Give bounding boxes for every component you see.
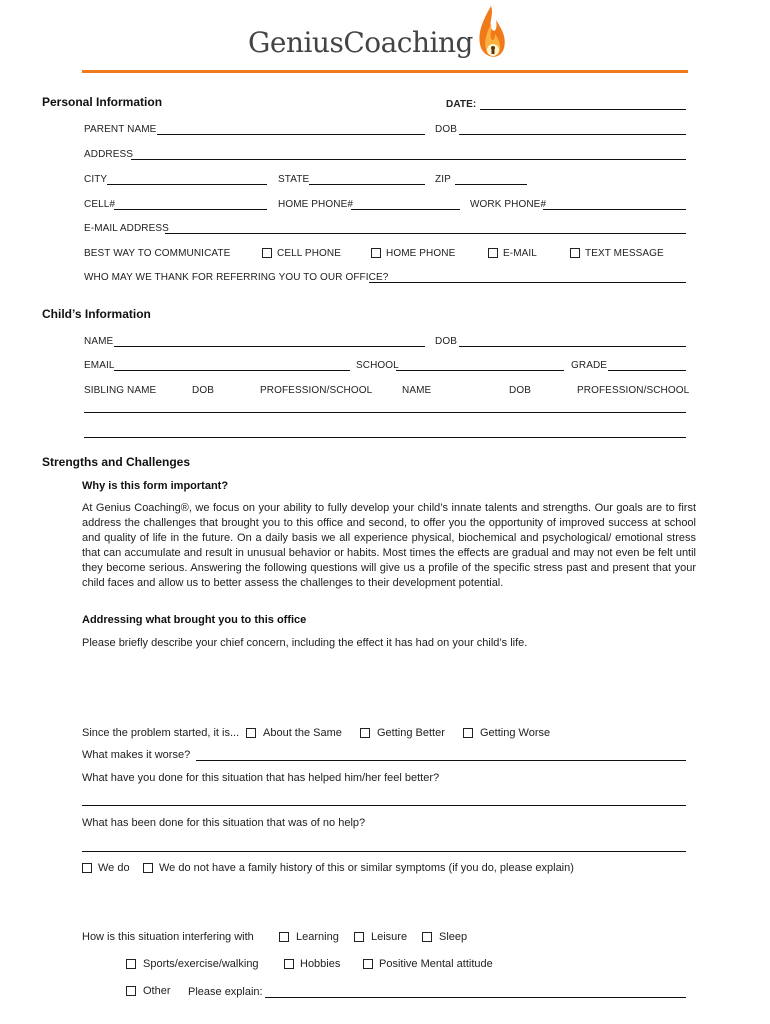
getting-worse-checkbox[interactable] bbox=[463, 728, 473, 738]
we-dont-checkbox[interactable] bbox=[143, 863, 153, 873]
we-do-option: We do bbox=[98, 862, 130, 874]
parent-dob-field[interactable] bbox=[459, 134, 686, 135]
other-checkbox[interactable] bbox=[126, 986, 136, 996]
we-dont-option: We do not have a family history of this or similar symptoms (if you do, please explain) bbox=[159, 862, 574, 874]
sibling-dob-header-2: DOB bbox=[509, 385, 531, 396]
explain-field[interactable] bbox=[265, 997, 686, 998]
sibling-row-2[interactable] bbox=[84, 437, 686, 438]
home-phone-option: HOME PHONE bbox=[386, 248, 456, 259]
cell-field[interactable] bbox=[114, 209, 267, 210]
referral-label: WHO MAY WE THANK FOR REFERRING YOU TO OUR OFFICE? bbox=[84, 272, 389, 283]
leisure-option: Leisure bbox=[371, 931, 408, 943]
hobbies-checkbox[interactable] bbox=[284, 959, 294, 969]
interfering-label: How is this situation interfering with bbox=[82, 931, 254, 943]
getting-better-checkbox[interactable] bbox=[360, 728, 370, 738]
about-same-option: About the Same bbox=[263, 727, 342, 739]
child-dob-field[interactable] bbox=[459, 346, 686, 347]
home-phone-field[interactable] bbox=[351, 209, 460, 210]
child-name-label: NAME bbox=[84, 336, 114, 347]
work-phone-field[interactable] bbox=[543, 209, 686, 210]
header-rule bbox=[82, 70, 688, 73]
helped-field[interactable] bbox=[82, 805, 686, 806]
flame-lock-icon bbox=[474, 4, 508, 68]
sibling-dob-header: DOB bbox=[192, 385, 214, 396]
about-same-checkbox[interactable] bbox=[246, 728, 256, 738]
since-label: Since the problem started, it is... bbox=[82, 727, 240, 739]
state-field[interactable] bbox=[309, 184, 425, 185]
learning-checkbox[interactable] bbox=[279, 932, 289, 942]
grade-label: GRADE bbox=[571, 360, 608, 371]
school-label: SCHOOL bbox=[356, 360, 399, 371]
school-field[interactable] bbox=[396, 370, 564, 371]
city-label: CITY bbox=[84, 174, 108, 185]
zip-field[interactable] bbox=[455, 184, 527, 185]
sports-option: Sports/exercise/walking bbox=[143, 958, 259, 970]
child-email-label: EMAIL bbox=[84, 360, 115, 371]
sibling-name-header-2: NAME bbox=[402, 385, 432, 396]
cell-phone-option: CELL PHONE bbox=[277, 248, 341, 259]
date-field[interactable] bbox=[480, 109, 686, 110]
email-checkbox[interactable] bbox=[488, 248, 498, 258]
sibling-name-header: SIBLING NAME bbox=[84, 385, 157, 396]
zip-label: ZIP bbox=[435, 174, 451, 185]
address-field[interactable] bbox=[131, 159, 686, 160]
describe-prompt: Please briefly describe your chief concern, including the effect it has had on your child’s life. bbox=[82, 637, 528, 649]
hobbies-option: Hobbies bbox=[300, 958, 341, 970]
sleep-option: Sleep bbox=[439, 931, 468, 943]
cell-label: CELL# bbox=[84, 199, 116, 210]
address-label: ADDRESS bbox=[84, 149, 134, 160]
parent-dob-label: DOB bbox=[435, 124, 457, 135]
email-field[interactable] bbox=[165, 233, 686, 234]
state-label: STATE bbox=[278, 174, 310, 185]
other-option: Other bbox=[143, 985, 171, 997]
helped-label: What have you done for this situation that has helped him/her feel better? bbox=[82, 772, 440, 784]
sibling-profession-header-2: PROFESSION/SCHOOL bbox=[577, 385, 690, 396]
explain-label: Please explain: bbox=[188, 986, 263, 998]
email-label: E-MAIL ADDRESS bbox=[84, 223, 169, 234]
home-phone-checkbox[interactable] bbox=[371, 248, 381, 258]
text-message-option: TEXT MESSAGE bbox=[585, 248, 664, 259]
logo bbox=[248, 26, 473, 59]
learning-option: Learning bbox=[296, 931, 339, 943]
child-name-field[interactable] bbox=[114, 346, 425, 347]
sports-checkbox[interactable] bbox=[126, 959, 136, 969]
grade-field[interactable] bbox=[608, 370, 686, 371]
addressing-title: Addressing what brought you to this office bbox=[82, 614, 307, 626]
parent-name-label: PARENT NAME bbox=[84, 124, 157, 135]
referral-field[interactable] bbox=[369, 282, 686, 283]
logo-text-coaching: Coaching bbox=[343, 26, 473, 59]
getting-worse-option: Getting Worse bbox=[480, 727, 551, 739]
logo-text-genius: Genius bbox=[248, 26, 344, 59]
sleep-checkbox[interactable] bbox=[422, 932, 432, 942]
we-do-checkbox[interactable] bbox=[82, 863, 92, 873]
cell-phone-checkbox[interactable] bbox=[262, 248, 272, 258]
city-field[interactable] bbox=[107, 184, 267, 185]
positive-mental-checkbox[interactable] bbox=[363, 959, 373, 969]
sibling-profession-header: PROFESSION/SCHOOL bbox=[260, 385, 373, 396]
child-info-title: Child’s Information bbox=[42, 307, 151, 321]
parent-name-field[interactable] bbox=[157, 134, 425, 135]
nohelp-field[interactable] bbox=[82, 851, 686, 852]
child-email-field[interactable] bbox=[114, 370, 350, 371]
positive-mental-option: Positive Mental attitude bbox=[379, 958, 493, 970]
why-important-title: Why is this form important? bbox=[82, 480, 229, 492]
text-message-checkbox[interactable] bbox=[570, 248, 580, 258]
child-dob-label: DOB bbox=[435, 336, 457, 347]
email-option: E-MAIL bbox=[503, 248, 537, 259]
work-phone-label: WORK PHONE# bbox=[470, 199, 547, 210]
sibling-row-1[interactable] bbox=[84, 412, 686, 413]
nohelp-label: What has been done for this situation that was of no help? bbox=[82, 817, 366, 829]
date-label: DATE: bbox=[446, 99, 477, 110]
best-way-label: BEST WAY TO COMMUNICATE bbox=[84, 248, 231, 259]
getting-better-option: Getting Better bbox=[377, 727, 445, 739]
why-important-text: At Genius Coaching®, we focus on your ability to fully develop your child’s innate talents and strengths. Our goals are to first address the challenges that brought you to this office and second, to offer you the opportunity of improved success at school and quality of life in the future. On a daily basis we all experience physical, biochemical and psychological/ emotional stress that can accumulate and result in unusual behavior or habits. Most times the effects are gradual and may not even be felt until they become serious. Answering the following questions will give us a profile of the specific stress past and present that your child faces and allow us to better assess the challenges to their development potential. bbox=[82, 502, 696, 589]
home-phone-label: HOME PHONE# bbox=[278, 199, 354, 210]
worse-label: What makes it worse? bbox=[82, 749, 191, 761]
leisure-checkbox[interactable] bbox=[354, 932, 364, 942]
strengths-title: Strengths and Challenges bbox=[42, 455, 191, 469]
worse-field[interactable] bbox=[196, 760, 686, 761]
personal-info-title: Personal Information bbox=[42, 95, 163, 109]
